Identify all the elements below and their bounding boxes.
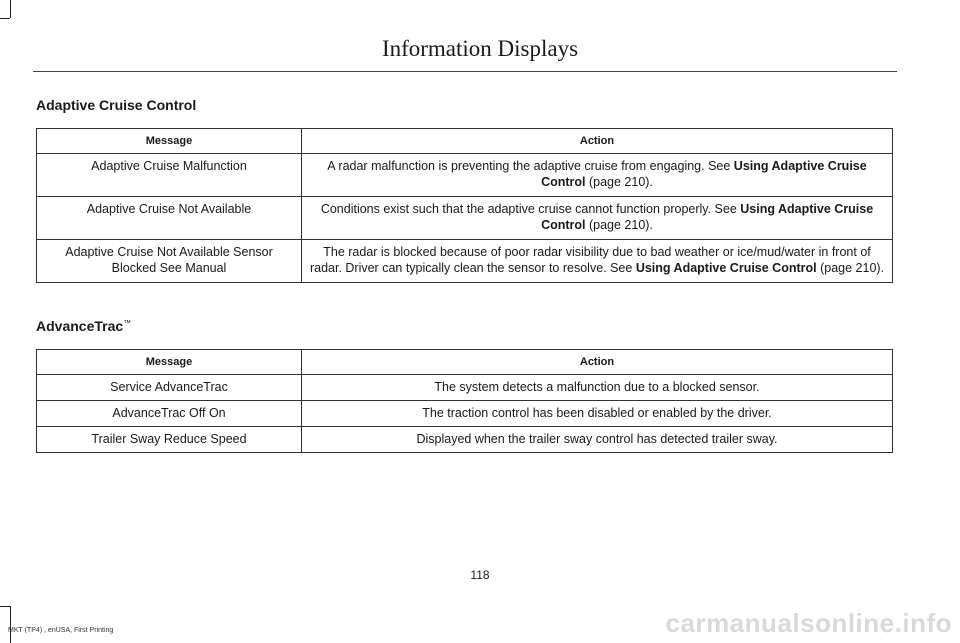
message-cell: Adaptive Cruise Malfunction (37, 154, 302, 197)
action-link[interactable]: Using Adaptive Cruise Control (541, 202, 874, 232)
column-header-action: Action (302, 350, 893, 375)
table-row (37, 401, 893, 427)
column-header-message: Message (37, 129, 302, 154)
action-text: Conditions exist such that the adaptive cruise cannot function properly. See (320, 202, 741, 216)
adaptive-cruise-table (36, 128, 893, 283)
message-cell: Adaptive Cruise Not Available Sensor Blocked See Manual (37, 240, 302, 283)
action-cell: The system detects a malfunction due to a blocked sensor. (302, 375, 893, 401)
action-link[interactable]: Using Adaptive Cruise Control (541, 159, 867, 189)
crop-mark-bottom-left-vertical (10, 606, 11, 643)
table-row (37, 197, 893, 240)
section-heading-text: Adaptive Cruise Control (36, 97, 197, 113)
crop-mark-top-left-horizontal (0, 18, 10, 19)
table-header-row (37, 129, 893, 154)
page-reference: (page 210). (816, 261, 885, 275)
table-row (37, 240, 893, 283)
action-cell: The traction control has been disabled or enabled by the driver. (302, 401, 893, 427)
section-heading-advancetrac (36, 318, 131, 334)
page-number: 118 (470, 568, 490, 582)
section-heading-text: AdvanceTrac (36, 318, 124, 334)
action-cell (302, 240, 893, 283)
page-title: Information Displays (381, 36, 579, 61)
table-header-row (37, 350, 893, 375)
section-heading-adaptive-cruise (36, 97, 196, 113)
trademark-symbol: ™ (123, 318, 132, 328)
action-text: A radar malfunction is preventing the adaptive cruise from engaging. See (327, 159, 734, 173)
message-cell: AdvanceTrac Off On (37, 401, 302, 427)
table-row (37, 154, 893, 197)
column-header-message: Message (37, 350, 302, 375)
message-cell: Trailer Sway Reduce Speed (37, 427, 302, 453)
page-reference: (page 210). (585, 175, 653, 189)
title-rule (33, 71, 897, 72)
crop-mark-top-left-vertical (10, 0, 11, 18)
column-header-action: Action (302, 129, 893, 154)
crop-mark-bottom-left-horizontal (0, 606, 10, 607)
action-cell: Displayed when the trailer sway control has detected trailer sway. (302, 427, 893, 453)
action-link[interactable]: Using Adaptive Cruise Control (635, 261, 817, 275)
table-row (37, 375, 893, 401)
message-cell: Service AdvanceTrac (37, 375, 302, 401)
table-row (37, 427, 893, 453)
action-cell (302, 154, 893, 197)
watermark: carmanualsonline.info (665, 608, 952, 638)
action-cell (302, 197, 893, 240)
message-cell: Adaptive Cruise Not Available (37, 197, 302, 240)
action-text: The radar is blocked because of poor radar visibility due to bad weather or ice/mud/water in front of radar. Driver can typically clean the sensor to resolve. See (309, 245, 871, 275)
page-reference: (page 210). (585, 218, 653, 232)
footer-doc-info: MKT (TP4) , enUSA, First Printing (8, 627, 114, 634)
advancetrac-table (36, 349, 893, 453)
